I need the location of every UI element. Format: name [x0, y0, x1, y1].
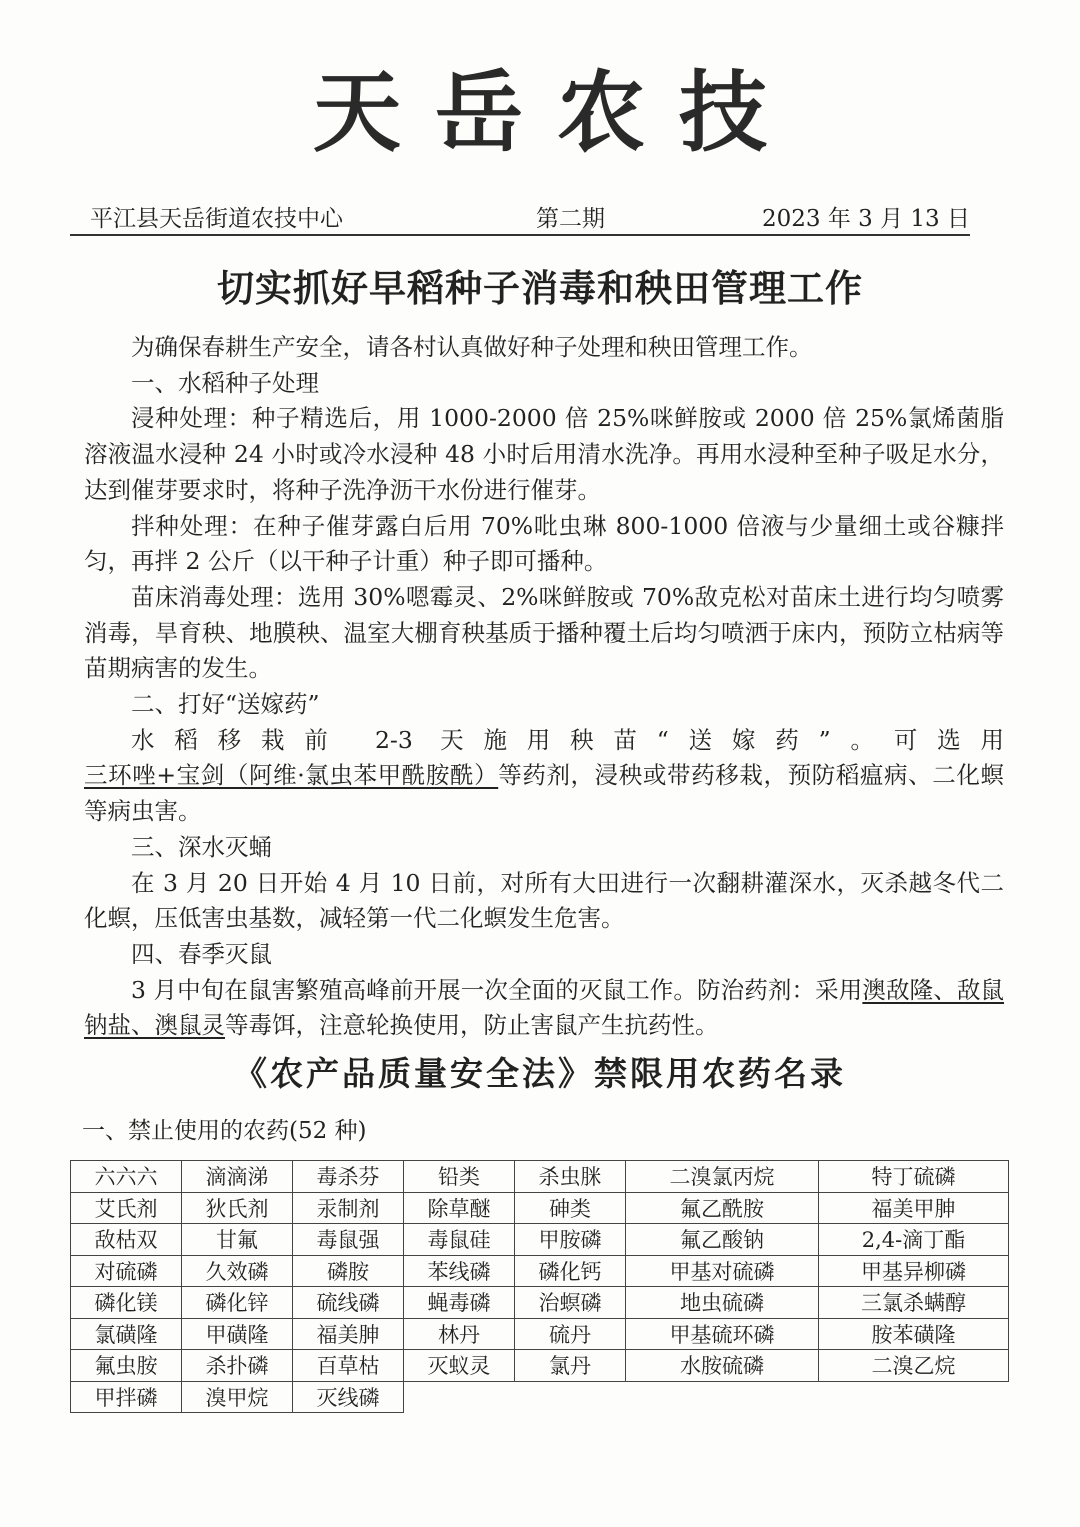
pesticide-cell: 磷化镁	[71, 1287, 182, 1319]
table-row	[71, 1224, 1009, 1256]
pesticide-cell: 硫丹	[515, 1318, 626, 1350]
empty-cell	[515, 1381, 626, 1413]
banned-list-subtitle: 一、禁止使用的农药(52 种)	[82, 1118, 367, 1144]
banned-pesticide-table	[70, 1160, 1009, 1413]
pesticide-cell: 除草醚	[404, 1192, 515, 1224]
pesticide-cell: 特丁硫磷	[819, 1161, 1009, 1193]
soak-paragraph: 浸种处理：种子精选后，用 1000-2000 倍 25%咪鲜胺或 2000 倍 25%氯烯菌脂溶液温水浸种 24 小时或冷水浸种 48 小时后用清水洗净。再用水浸种至种子吸足水分，达到催芽要求时，将种子洗净沥干水份进行催芽。	[84, 404, 1004, 504]
transplant-text-pre: 水稻移栽前 2-3 天施用秧苗“送嫁药”。可选用	[131, 725, 1004, 754]
pesticide-cell: 铅类	[404, 1161, 515, 1193]
rodent-bait-highlight: 澳敌隆、敌鼠钠盐、澳鼠灵	[84, 975, 1005, 1040]
pesticide-cell: 福美胂	[293, 1318, 404, 1350]
mix-paragraph: 拌种处理：在种子催芽露白后用 70%吡虫琳 800-1000 倍液与少量细土或谷糠拌匀，再拌 2 公斤（以干种子计重）种子即可播种。	[84, 511, 1004, 576]
deep-water-paragraph: 在 3 月 20 日开始 4 月 10 日前，对所有大田进行一次翻耕灌深水，灭杀越冬代二化螟，压低害虫基数，减轻第一代二化螟发生危害。	[84, 868, 1004, 933]
rodent-text-post: 等毒饵，注意轮换使用，防止害鼠产生抗药性。	[225, 1011, 719, 1040]
masthead-title: 天岳农技	[312, 60, 801, 164]
pesticide-cell: 甲磺隆	[182, 1318, 293, 1350]
table-row	[71, 1287, 1009, 1319]
pesticide-cell: 久效磷	[182, 1255, 293, 1287]
intro-paragraph: 为确保春耕生产安全，请各村认真做好种子处理和秧田管理工作。	[131, 333, 813, 361]
article-title: 切实抓好早稻种子消毒和秧田管理工作	[217, 266, 863, 310]
pesticide-cell: 福美甲胂	[819, 1192, 1009, 1224]
pesticide-cell: 苯线磷	[404, 1255, 515, 1287]
issue-number: 第二期	[536, 206, 605, 232]
empty-cell	[819, 1381, 1009, 1413]
pesticide-cell: 治螟磷	[515, 1287, 626, 1319]
pesticide-cell: 林丹	[404, 1318, 515, 1350]
table-row	[71, 1161, 1009, 1193]
pesticide-cell: 溴甲烷	[182, 1381, 293, 1413]
table-row	[71, 1255, 1009, 1287]
empty-cell	[404, 1381, 515, 1413]
pesticide-cell: 甲基异柳磷	[819, 1255, 1009, 1287]
pesticide-cell: 六六六	[71, 1161, 182, 1193]
pesticide-cell: 2,4-滴丁酯	[819, 1224, 1009, 1256]
pesticide-cell: 滴滴涕	[182, 1161, 293, 1193]
pesticide-cell: 胺苯磺隆	[819, 1318, 1009, 1350]
pesticide-cell: 毒杀芬	[293, 1161, 404, 1193]
pesticide-cell: 甲基对硫磷	[626, 1255, 819, 1287]
pesticide-cell: 氟虫胺	[71, 1350, 182, 1382]
pesticide-cell: 百草枯	[293, 1350, 404, 1382]
pesticide-cell: 磷化锌	[182, 1287, 293, 1319]
pesticide-cell: 甲基硫环磷	[626, 1318, 819, 1350]
header-rule	[70, 234, 970, 236]
pesticide-cell: 氟乙酰胺	[626, 1192, 819, 1224]
section-heading-3: 三、深水灭蛹	[131, 832, 272, 861]
pesticide-cell: 砷类	[515, 1192, 626, 1224]
seedbed-paragraph: 苗床消毒处理：选用 30%嗯霉灵、2%咪鲜胺或 70%敌克松对苗床土进行均匀喷雾消毒，旱育秧、地膜秧、温室大棚育秧基质于播种覆土后均匀喷洒于床内，预防立枯病等苗期病害的发生。	[84, 582, 1004, 683]
issue-org: 平江县天岳街道农技中心	[90, 206, 343, 232]
pesticide-cell: 磷化钙	[515, 1255, 626, 1287]
pesticide-cell: 氯磺隆	[71, 1318, 182, 1350]
pesticide-cell: 蝇毒磷	[404, 1287, 515, 1319]
section-heading-4: 四、春季灭鼠	[131, 939, 272, 968]
pesticide-cell: 杀虫脒	[515, 1161, 626, 1193]
pesticide-cell: 狄氏剂	[182, 1192, 293, 1224]
banned-list-title: 《农产品质量安全法》禁限用农药名录	[234, 1054, 846, 1093]
pesticide-cell: 汞制剂	[293, 1192, 404, 1224]
section-heading-2: 二、打好“送嫁药”	[131, 690, 320, 719]
issue-date: 2023 年 3 月 13 日	[762, 206, 970, 232]
pesticide-cell: 水胺硫磷	[626, 1350, 819, 1382]
pesticide-cell: 杀扑磷	[182, 1350, 293, 1382]
pesticide-cell: 灭蚁灵	[404, 1350, 515, 1382]
table-row	[71, 1381, 1009, 1413]
pesticide-cell: 甘氟	[182, 1224, 293, 1256]
pesticide-cell: 毒鼠强	[293, 1224, 404, 1256]
pesticide-cell: 毒鼠硅	[404, 1224, 515, 1256]
pesticide-cell: 甲胺磷	[515, 1224, 626, 1256]
pesticide-cell: 二溴氯丙烷	[626, 1161, 819, 1193]
transplant-pesticide-highlight: 三环唑+宝剑（阿维·氯虫苯甲酰胺酰）	[84, 761, 499, 790]
table-row	[71, 1192, 1009, 1224]
pesticide-cell: 地虫硫磷	[626, 1287, 819, 1319]
pesticide-cell: 氟乙酸钠	[626, 1224, 819, 1256]
pesticide-cell: 灭线磷	[293, 1381, 404, 1413]
article-body	[84, 330, 1004, 1044]
issue-bar	[70, 196, 970, 232]
pesticide-cell: 二溴乙烷	[819, 1350, 1009, 1382]
pesticide-cell: 对硫磷	[71, 1255, 182, 1287]
pesticide-cell: 硫线磷	[293, 1287, 404, 1319]
pesticide-cell: 艾氏剂	[71, 1192, 182, 1224]
empty-cell	[626, 1381, 819, 1413]
pesticide-cell: 敌枯双	[71, 1224, 182, 1256]
transplant-paragraph	[84, 723, 1004, 830]
pesticide-cell: 氯丹	[515, 1350, 626, 1382]
pesticide-cell: 三氯杀螨醇	[819, 1287, 1009, 1319]
rodent-paragraph	[84, 973, 1004, 1044]
rodent-text-pre: 3 月中旬在鼠害繁殖高峰前开展一次全面的灭鼠工作。防治药剂：采用	[131, 975, 863, 1004]
section-heading-1: 一、水稻种子处理	[131, 368, 319, 397]
transplant-text-post: 等药剂，浸秧或带药移栽，预防稻瘟病、二化螟等病虫害。	[84, 761, 1004, 826]
pesticide-cell: 磷胺	[293, 1255, 404, 1287]
table-row	[71, 1350, 1009, 1382]
pesticide-cell: 甲拌磷	[71, 1381, 182, 1413]
table-row	[71, 1318, 1009, 1350]
